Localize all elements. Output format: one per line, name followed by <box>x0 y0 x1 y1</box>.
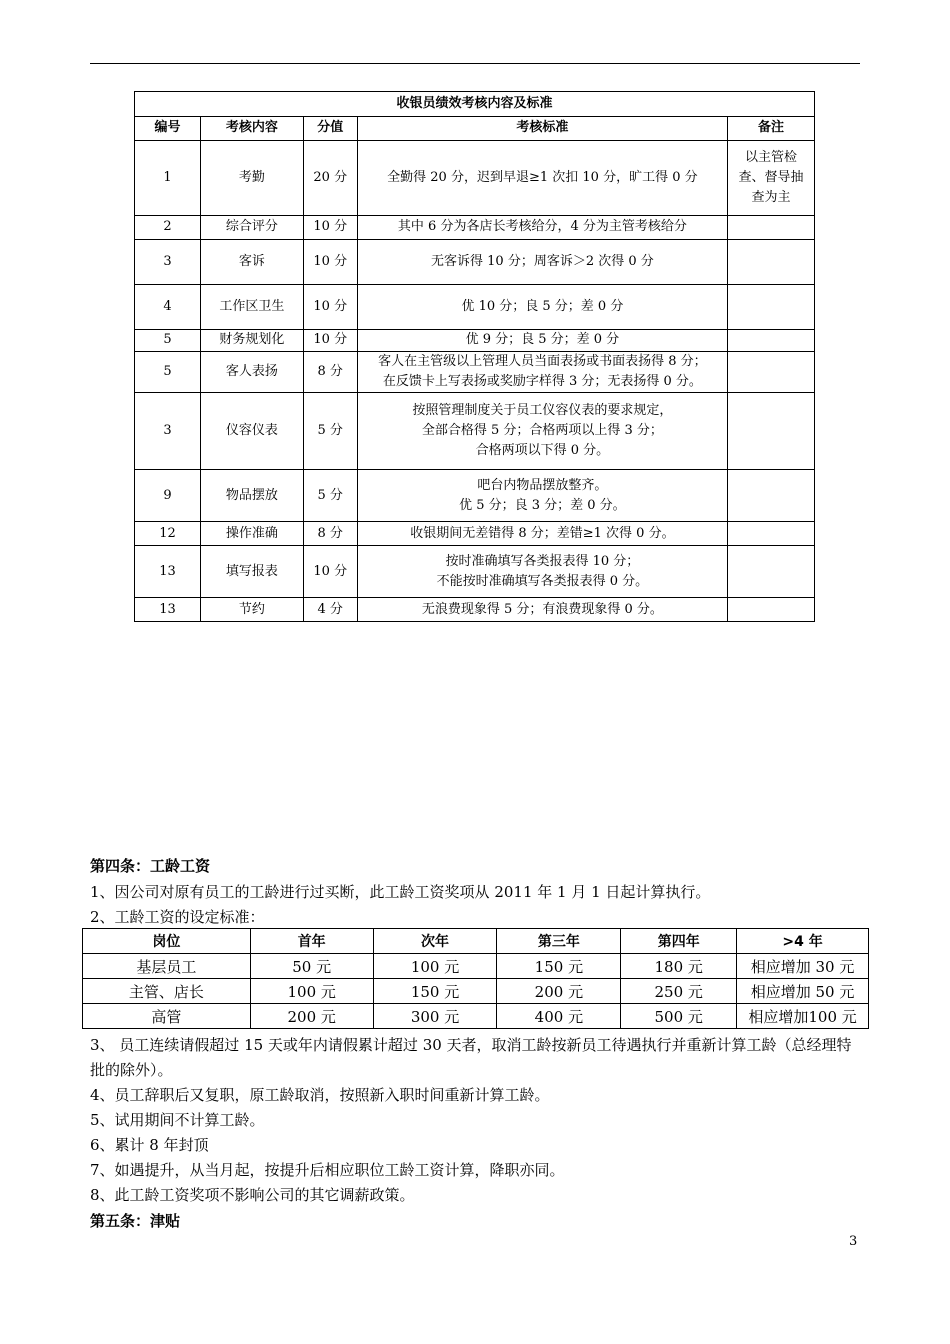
row-score: 8 分 <box>303 522 357 546</box>
row-note <box>728 216 815 240</box>
seniority-cell: 100 元 <box>373 954 497 979</box>
standard-line: 全部合格得 5 分；合格两项以上得 3 分； <box>421 423 663 439</box>
row-score: 10 分 <box>303 216 357 240</box>
standard-line: 无客诉得 10 分；周客诉＞2 次得 0 分 <box>431 253 654 269</box>
table-row <box>83 979 869 1004</box>
row-score: 5 分 <box>303 393 357 470</box>
performance-table-title: 收银员绩效考核内容及标准 <box>135 92 815 117</box>
seniority-cell: 基层员工 <box>83 954 251 979</box>
standard-line: 收银期间无差错得 8 分；差错≥1 次得 0 分。 <box>410 525 675 541</box>
row-standard <box>357 216 727 240</box>
row-standard <box>357 141 727 216</box>
row-note <box>728 352 815 393</box>
seniority-header-year2: 次年 <box>373 929 497 954</box>
row-standard <box>357 240 727 285</box>
col-header-score: 分值 <box>303 117 357 141</box>
section-5-title: 第五条：津贴 <box>90 1212 181 1230</box>
seniority-cell: 300 元 <box>373 1004 497 1029</box>
table-row <box>135 330 815 352</box>
note-line: 查为主 <box>751 190 791 206</box>
seniority-header-position: 岗位 <box>83 929 251 954</box>
table-row <box>135 240 815 285</box>
row-note <box>728 285 815 330</box>
standard-line: 全勤得 20 分，迟到早退≥1 次扣 10 分，旷工得 0 分 <box>387 169 698 185</box>
seniority-header-year1: 首年 <box>250 929 373 954</box>
row-number: 5 <box>135 352 201 393</box>
table-row <box>135 393 815 470</box>
row-item: 综合评分 <box>200 216 303 240</box>
row-note <box>728 546 815 598</box>
row-number: 13 <box>135 546 201 598</box>
row-number: 13 <box>135 598 201 622</box>
table-row <box>83 954 869 979</box>
col-header-item: 考核内容 <box>200 117 303 141</box>
row-item: 客诉 <box>200 240 303 285</box>
row-number: 3 <box>135 240 201 285</box>
seniority-table <box>82 928 869 1029</box>
row-number: 1 <box>135 141 201 216</box>
standard-line: 优 5 分；良 3 分；差 0 分。 <box>459 497 626 513</box>
table-row <box>83 1004 869 1029</box>
row-number: 5 <box>135 330 201 352</box>
row-item: 物品摆放 <box>200 470 303 522</box>
seniority-cell: 相应增加 30 元 <box>737 954 869 979</box>
col-header-note: 备注 <box>728 117 815 141</box>
row-standard <box>357 598 727 622</box>
row-score: 10 分 <box>303 330 357 352</box>
col-header-standard: 考核标准 <box>357 117 727 141</box>
row-item: 节约 <box>200 598 303 622</box>
row-score: 20 分 <box>303 141 357 216</box>
rule-item: 4、员工辞职后又复职，原工龄取消，按照新入职时间重新计算工龄。 <box>90 1086 550 1104</box>
table-row <box>135 285 815 330</box>
row-score: 10 分 <box>303 546 357 598</box>
rule-item: 8、此工龄工资奖项不影响公司的其它调薪政策。 <box>90 1186 415 1204</box>
note-line: 以主管检 <box>745 149 798 165</box>
row-score: 10 分 <box>303 240 357 285</box>
rule-item: 6、累计 8 年封顶 <box>90 1136 209 1154</box>
row-item: 操作准确 <box>200 522 303 546</box>
standard-line: 无浪费现象得 5 分；有浪费现象得 0 分。 <box>421 601 663 617</box>
rule-item: 3、 员工连续请假超过 15 天或年内请假累计超过 30 天者，取消工龄按新员工待遇执行并重新计算工龄（总经理特批的除外）。 <box>90 1036 852 1079</box>
standard-line: 在反馈卡上写表扬或奖励字样得 3 分；无表扬得 0 分。 <box>382 374 702 390</box>
row-score: 10 分 <box>303 285 357 330</box>
standard-line: 不能按时准确填写各类报表得 0 分。 <box>436 573 649 589</box>
row-standard <box>357 352 727 393</box>
seniority-cell: 主管、店长 <box>83 979 251 1004</box>
row-item: 工作区卫生 <box>200 285 303 330</box>
page-number: 3 <box>849 1234 858 1249</box>
section-4-paragraph-2: 2、工龄工资的设定标准： <box>90 908 265 926</box>
seniority-header-year3: 第三年 <box>497 929 621 954</box>
seniority-cell: 200 元 <box>250 1004 373 1029</box>
row-note <box>728 598 815 622</box>
table-row <box>135 470 815 522</box>
seniority-cell: 400 元 <box>497 1004 621 1029</box>
seniority-cell: 250 元 <box>621 979 737 1004</box>
row-note <box>728 522 815 546</box>
seniority-cell: 180 元 <box>621 954 737 979</box>
row-standard <box>357 522 727 546</box>
row-score: 8 分 <box>303 352 357 393</box>
row-item: 财务规划化 <box>200 330 303 352</box>
seniority-cell: 50 元 <box>250 954 373 979</box>
table-row <box>135 216 815 240</box>
standard-line: 客人在主管级以上管理人员当面表扬或书面表扬得 8 分； <box>378 354 707 369</box>
row-standard <box>357 330 727 352</box>
row-number: 12 <box>135 522 201 546</box>
rule-item: 7、如遇提升，从当月起，按提升后相应职位工龄工资计算，降职亦同。 <box>90 1161 565 1179</box>
table-row <box>135 352 815 393</box>
standard-line: 按时准确填写各类报表得 10 分； <box>445 553 640 569</box>
seniority-cell: 150 元 <box>497 954 621 979</box>
row-standard <box>357 393 727 470</box>
seniority-cell: 500 元 <box>621 1004 737 1029</box>
seniority-header-over4: >4 年 <box>737 929 869 954</box>
row-number: 2 <box>135 216 201 240</box>
row-note <box>728 393 815 470</box>
standard-line: 优 10 分；良 5 分；差 0 分 <box>461 298 624 314</box>
seniority-cell: 200 元 <box>497 979 621 1004</box>
standard-line: 按照管理制度关于员工仪容仪表的要求规定， <box>412 403 673 419</box>
row-score: 5 分 <box>303 470 357 522</box>
row-note <box>728 330 815 352</box>
row-note <box>728 240 815 285</box>
seniority-cell: 相应增加100 元 <box>737 1004 869 1029</box>
performance-table <box>134 91 815 622</box>
col-header-no: 编号 <box>135 117 201 141</box>
row-item: 仪容仪表 <box>200 393 303 470</box>
note-line: 查、督导抽 <box>738 169 804 185</box>
row-standard <box>357 546 727 598</box>
row-item: 客人表扬 <box>200 352 303 393</box>
seniority-cell: 100 元 <box>250 979 373 1004</box>
section-4-title: 第四条：工龄工资 <box>90 857 211 875</box>
seniority-cell: 高管 <box>83 1004 251 1029</box>
row-note <box>728 141 815 216</box>
rule-item: 5、试用期间不计算工龄。 <box>90 1111 265 1129</box>
standard-line: 吧台内物品摆放整齐。 <box>477 477 608 493</box>
standard-line: 合格两项以下得 0 分。 <box>475 443 610 459</box>
row-number: 9 <box>135 470 201 522</box>
row-item: 填写报表 <box>200 546 303 598</box>
table-row <box>135 546 815 598</box>
row-number: 3 <box>135 393 201 470</box>
header-rule <box>90 63 860 64</box>
section-4-paragraph-1: 1、因公司对原有员工的工龄进行过买断，此工龄工资奖项从 2011 年 1 月 1 日起计算执行。 <box>90 883 711 901</box>
row-number: 4 <box>135 285 201 330</box>
row-note <box>728 470 815 522</box>
seniority-cell: 150 元 <box>373 979 497 1004</box>
seniority-header-year4: 第四年 <box>621 929 737 954</box>
row-standard <box>357 470 727 522</box>
row-item: 考勤 <box>200 141 303 216</box>
row-standard <box>357 285 727 330</box>
table-row <box>135 141 815 216</box>
row-score: 4 分 <box>303 598 357 622</box>
standard-line: 其中 6 分为各店长考核给分，4 分为主管考核给分 <box>397 219 687 235</box>
table-row <box>135 522 815 546</box>
table-row <box>135 598 815 622</box>
seniority-cell: 相应增加 50 元 <box>737 979 869 1004</box>
standard-line: 优 9 分；良 5 分；差 0 分 <box>465 332 620 348</box>
